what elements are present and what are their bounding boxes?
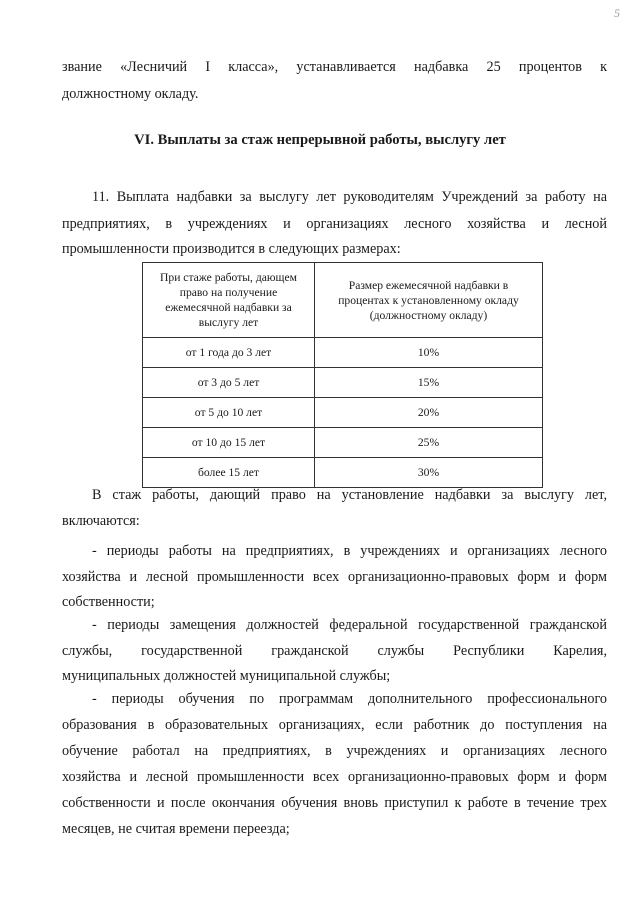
header-seniority-period: При стаже работы, дающем право на получение ежемесячной надбавки за выслугу лет [143,263,315,338]
item-1-line-3: собственности; [62,594,155,610]
row-period: более 15 лет [143,458,315,488]
row-percent: 15% [315,368,543,398]
intro-line-2: должностному окладу. [62,86,199,102]
clause-11-line-3: промышленности производится в следующих размерах: [62,241,401,257]
row-percent: 25% [315,428,543,458]
clause-11-line-2: предприятиях, в учреждениях и организациях лесного хозяйства и лесной [62,216,607,232]
item-2-line-1: - периоды замещения должностей федеральной государственной гражданской [92,617,607,633]
item-3-line-3: обучение работал на предприятиях, в учреждениях и организациях лесного [62,743,607,759]
clause-11-line-1: 11. Выплата надбавки за выслугу лет руководителям Учреждений за работу на [92,189,607,205]
inclusion-line-1: В стаж работы, дающий право на установление надбавки за выслугу лет, [92,487,607,503]
item-3-line-6: месяцев, не считая времени переезда; [62,821,290,837]
item-3-line-1: - периоды обучения по программам дополнительного профессионального [92,691,607,707]
item-3-line-5: собственности и после окончания обучения вновь приступил к работе в течение трех [62,795,607,811]
row-percent: 30% [315,458,543,488]
intro-line-1: звание «Лесничий I класса», устанавливается надбавка 25 процентов к [62,59,607,75]
section-heading: VI. Выплаты за стаж непрерывной работы, выслугу лет [134,132,506,148]
row-percent: 20% [315,398,543,428]
item-2-line-2: службы, государственной гражданской службы Республики Карелия, [62,643,607,659]
row-period: от 3 до 5 лет [143,368,315,398]
inclusion-line-2: включаются: [62,513,140,529]
row-period: от 5 до 10 лет [143,398,315,428]
row-period: от 1 года до 3 лет [143,338,315,368]
item-1-line-1: - периоды работы на предприятиях, в учреждениях и организациях лесного [92,543,607,559]
seniority-bonus-table [142,262,543,488]
item-3-line-2: образования в образовательных организациях, если работник до поступления на [62,717,607,733]
item-1-line-2: хозяйства и лесной промышленности всех организационно-правовых форм и форм [62,569,607,585]
table-row [143,368,543,398]
table-row [143,338,543,368]
page-number: 5 [614,6,620,20]
row-percent: 10% [315,338,543,368]
item-2-line-3: муниципальных должностей муниципальной службы; [62,668,391,684]
table-row [143,428,543,458]
table-header-row [143,263,543,338]
table-row [143,398,543,428]
item-3-line-4: хозяйства и лесной промышленности всех организационно-правовых форм и форм [62,769,607,785]
row-period: от 10 до 15 лет [143,428,315,458]
header-bonus-percent: Размер ежемесячной надбавки в процентах к установленному окладу (должностному окладу) [315,263,543,338]
